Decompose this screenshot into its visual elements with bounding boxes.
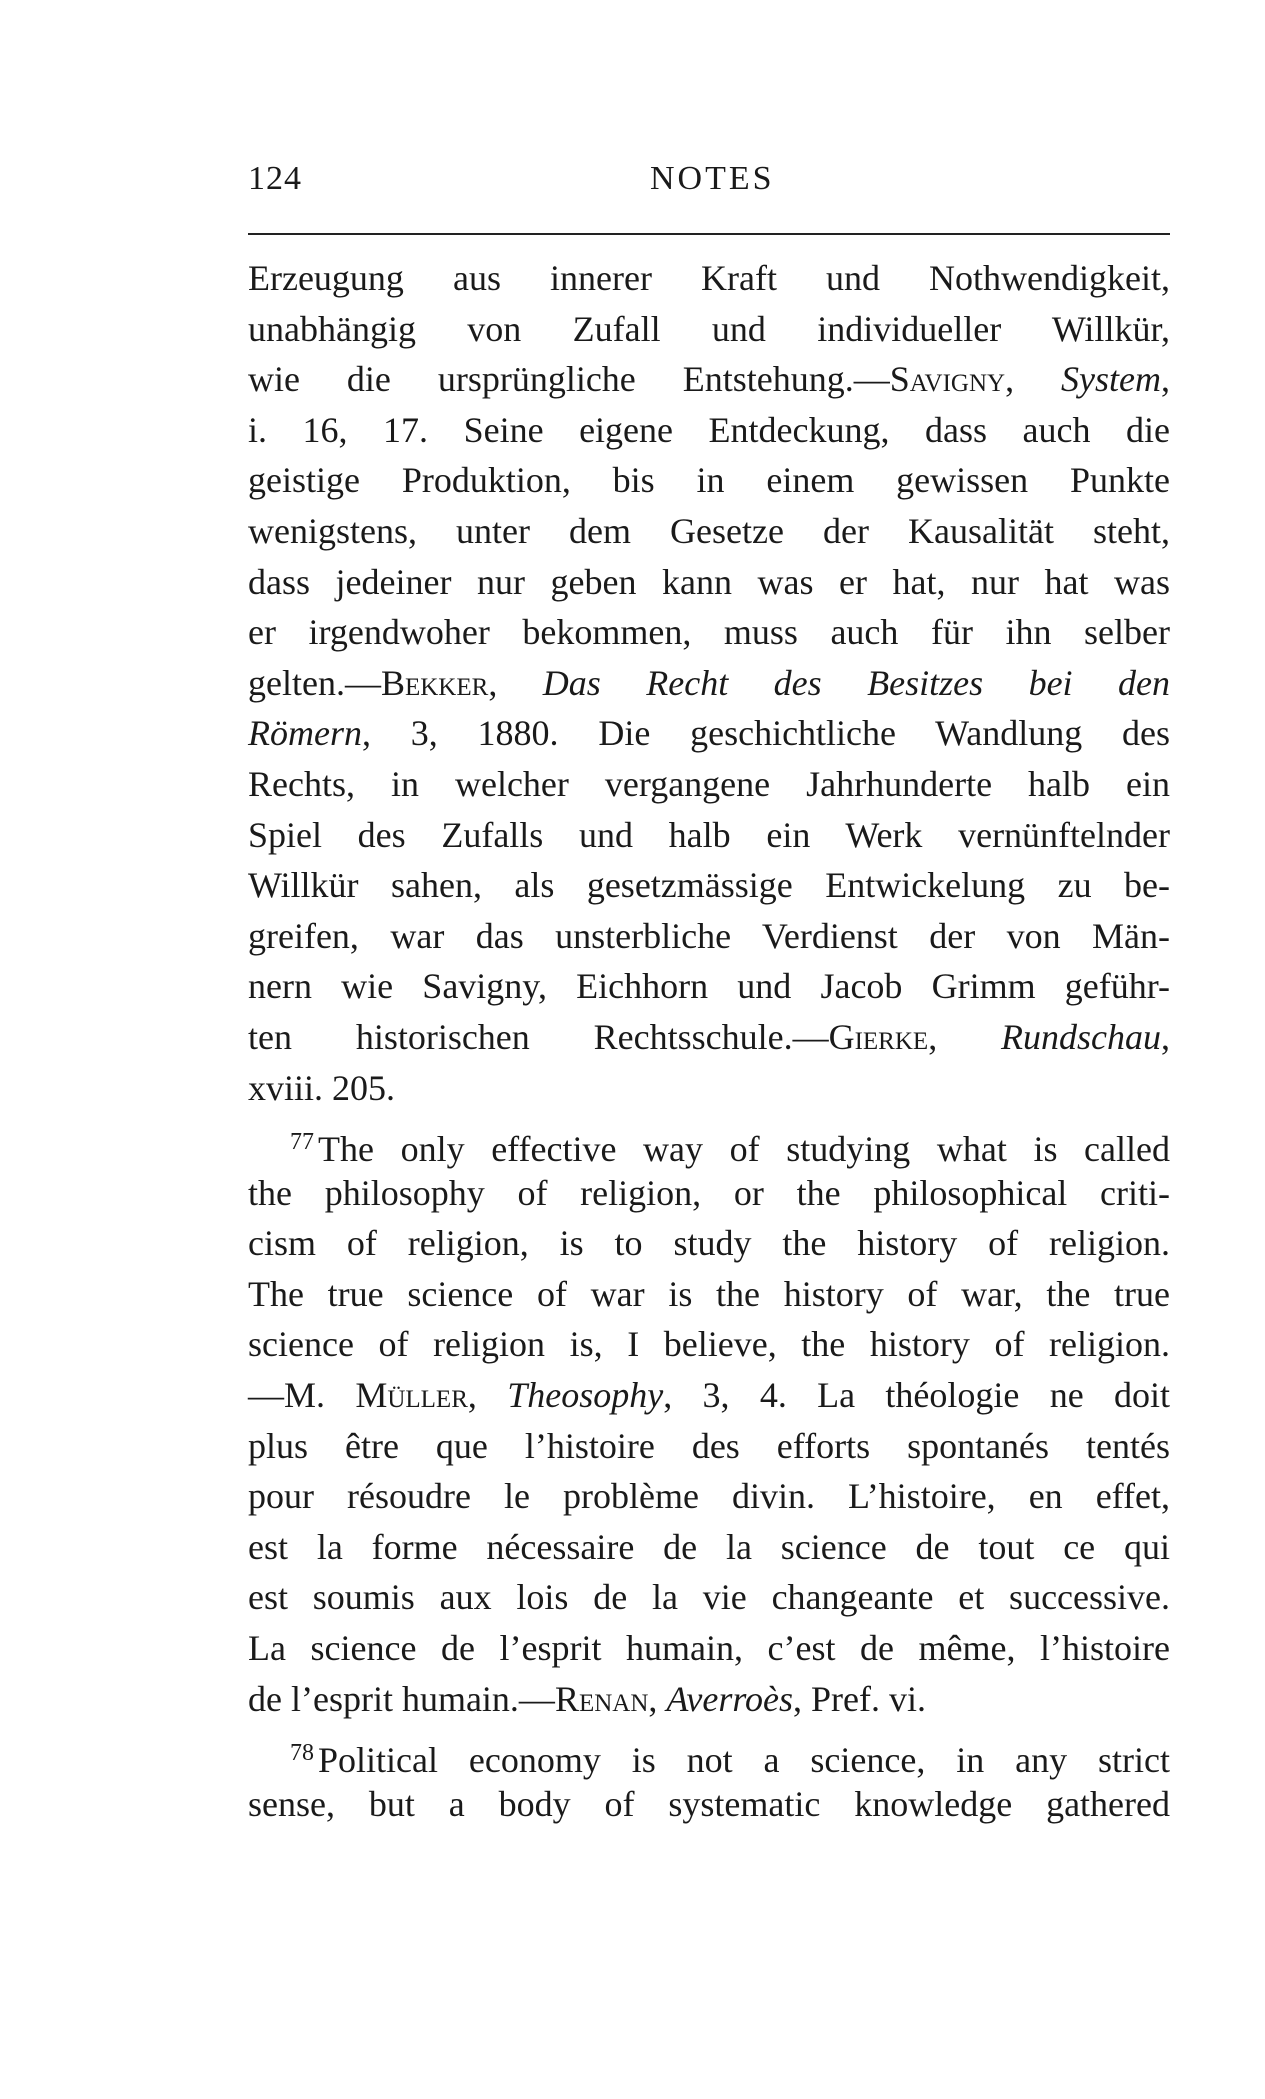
text-line: Willkür sahen, als gesetzmässige Entwickelung zu be- xyxy=(248,865,1170,906)
text-line: ten historischen Rechtsschule.—Gierke, Rundschau, xyxy=(248,1016,1171,1057)
text-line: Rechts, in welcher vergangene Jahrhunderte halb ein xyxy=(248,763,1170,804)
footnote-number: 78 xyxy=(290,1740,314,1767)
author-muller: Müller xyxy=(355,1375,468,1416)
text-line: unabhängig von Zufall und individueller Willkür, xyxy=(248,308,1170,349)
text-line: gelten.—Bekker, Das Recht des Besitzes bei den xyxy=(248,662,1170,703)
text-line: est soumis aux lois de la vie changeante et successive. xyxy=(248,1577,1170,1618)
text-line: dass jedeiner nur geben kann was er hat, nur hat was xyxy=(248,561,1170,602)
running-head: NOTES xyxy=(650,160,775,197)
author-renan: Renan xyxy=(554,1678,649,1719)
text-line: wie die ursprüngliche Entstehung.—Savigny, System, xyxy=(248,359,1171,400)
author-savigny: Savigny xyxy=(889,359,1006,400)
text-line: cism of religion, is to study the history of religion. xyxy=(248,1223,1170,1264)
text-line: pour résoudre le problème divin. L’histoire, en effet, xyxy=(248,1476,1170,1517)
text-line: de l’esprit humain.—Renan, Averroès, Pref. vi. xyxy=(248,1678,927,1719)
page-number: 124 xyxy=(248,160,302,197)
title-system: System xyxy=(1061,359,1162,400)
text-line: Römern, 3, 1880. Die geschichtliche Wandlung des xyxy=(248,713,1170,754)
text-line: plus être que l’histoire des efforts spontanés tentés xyxy=(248,1425,1170,1466)
footnote-number: 77 xyxy=(290,1129,314,1156)
header-rule xyxy=(248,233,1170,235)
text-line: the philosophy of religion, or the philosophical criti- xyxy=(248,1172,1170,1213)
text-line: —M. Müller, Theosophy, 3, 4. La théologie ne doit xyxy=(248,1375,1170,1416)
title-rundschau: Rundschau xyxy=(1001,1016,1162,1057)
title-averroes: Averroès xyxy=(666,1678,794,1719)
text-line: est la forme nécessaire de la science de tout ce qui xyxy=(248,1526,1170,1567)
text-line: La science de l’esprit humain, c’est de même, l’histoire xyxy=(248,1628,1170,1669)
text-line: science of religion is, I believe, the history of religion. xyxy=(248,1324,1170,1365)
text-line: The true science of war is the history of war, the true xyxy=(248,1273,1170,1314)
text-line: greifen, war das unsterbliche Verdienst der von Män- xyxy=(248,915,1170,956)
text-line: nern wie Savigny, Eichhorn und Jacob Grimm geführ- xyxy=(248,966,1170,1007)
text-line: wenigstens, unter dem Gesetze der Kausalität steht, xyxy=(248,510,1170,551)
notes-text xyxy=(248,253,1170,1829)
text-line: Erzeugung aus innerer Kraft und Nothwendigkeit, xyxy=(248,258,1170,298)
text-line: geistige Produktion, bis in einem gewissen Punkte xyxy=(248,460,1170,501)
footnote-77-start: $^{77}$ The only effective way of studying what is called xyxy=(290,1129,1170,1170)
title-theosophy: Theosophy xyxy=(507,1375,664,1416)
author-bekker: Bekker xyxy=(380,662,489,703)
title-recht-des-besitzes: Das Recht des Besitzes bei den xyxy=(542,662,1170,703)
text-line: xviii. 205. xyxy=(248,1067,396,1108)
text-line: Spiel des Zufalls und halb ein Werk vernünftelnder xyxy=(248,814,1170,855)
author-gierke: Gierke xyxy=(828,1016,929,1057)
footnote-78-start: $^{78}$ Political economy is not a science, in any strict xyxy=(290,1740,1170,1781)
text-line: i. 16, 17. Seine eigene Entdeckung, dass auch die xyxy=(248,409,1170,450)
text-line: er irgendwoher bekommen, muss auch für ihn selber xyxy=(248,612,1170,653)
text-line: sense, but a body of systematic knowledge gathered xyxy=(248,1783,1170,1824)
